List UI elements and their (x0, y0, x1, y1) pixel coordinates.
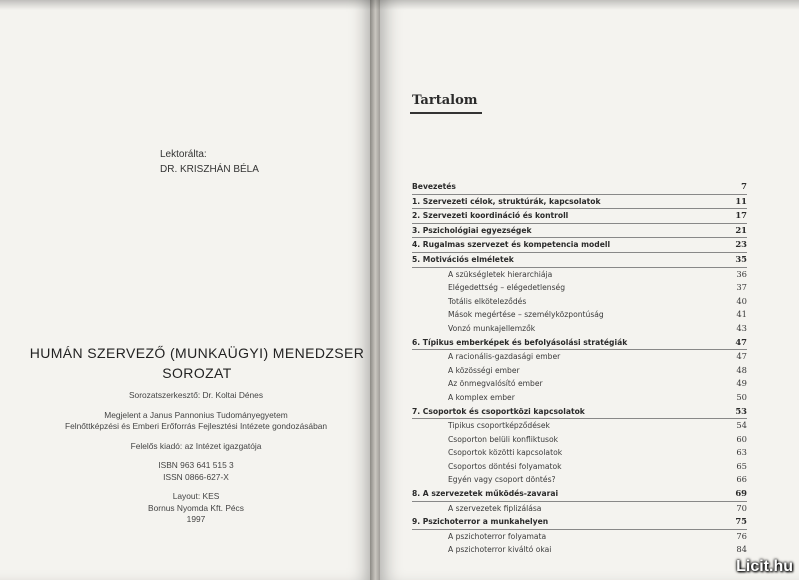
lektor-block (160, 147, 259, 177)
toc-title-underline (410, 112, 482, 114)
toc-section-row (412, 350, 747, 364)
toc-section-row (412, 502, 747, 516)
toc-chapter-row (412, 195, 747, 210)
toc-entry-label: 5. Motivációs elméletek (412, 254, 514, 264)
page-top-shadow (0, 0, 799, 10)
toc-page-number: 23 (735, 239, 747, 250)
toc-page-number: 54 (736, 420, 747, 431)
lektor-name: DR. KRISZHÁN BÉLA (160, 164, 259, 175)
series-title-line1: HUMÁN SZERVEZŐ (MUNKAÜGYI) MENEDZSER (29, 345, 365, 361)
toc-entry-label: A szükségletek hierarchiája (448, 269, 553, 279)
toc-page-number: 48 (736, 364, 747, 375)
toc-entry-label: Bevezetés (412, 182, 456, 191)
toc-page-number: 49 (736, 378, 747, 389)
toc-section-row (412, 446, 747, 460)
toc-chapter-row (412, 515, 747, 530)
toc-section-row (412, 419, 747, 433)
toc-section-row (412, 364, 747, 378)
toc-section-row (412, 377, 747, 391)
toc-entry-label: A pszichoterror folyamata (448, 531, 547, 541)
toc-section-row (412, 281, 747, 295)
imprint-gap (10, 402, 382, 410)
imprint-gap (10, 483, 382, 491)
toc-entry-label: 9. Pszichoterror a munkahelyen (412, 517, 549, 527)
toc-page-number: 43 (736, 322, 747, 333)
imprint-gap (10, 452, 382, 460)
imprint-line: Bornus Nyomda Kft. Pécs (148, 502, 244, 513)
toc-entry-label: Az önmegvalósító ember (448, 379, 543, 389)
toc-page-number: 66 (736, 474, 747, 485)
toc-page-number: 41 (736, 309, 747, 320)
toc-section-row (412, 322, 747, 336)
imprint-line: Sorozatszerkesztő: Dr. Koltai Dénes (128, 390, 264, 400)
toc-entry-label: Csoportos döntési folyamatok (448, 461, 562, 471)
toc-entry-label: A komplex ember (448, 392, 515, 402)
toc-chapter-row (412, 238, 747, 253)
toc-entry-label: 8. A szervezetek működés-zavarai (412, 489, 559, 499)
toc-entry-label: A pszichoterror kiváltó okai (448, 545, 552, 555)
toc-chapter-row (412, 405, 747, 420)
toc-page-number: 37 (736, 282, 747, 293)
table-of-contents (412, 180, 747, 557)
imprint-line: ISSN 0866-627-X (163, 471, 229, 482)
toc-page-number: 75 (735, 516, 747, 527)
toc-page-number: 11 (735, 195, 747, 206)
toc-section-row (412, 295, 747, 309)
toc-chapter-row (412, 487, 747, 502)
imprint-line: Layout: KES (172, 491, 220, 501)
toc-entry-label: 6. Típikus emberképek és befolyásolási stratégiák (412, 337, 628, 347)
toc-entry-label: Vonzó munkajellemzők (448, 323, 536, 333)
toc-page-number: 17 (735, 210, 747, 221)
toc-title: Tartalom (412, 93, 478, 108)
toc-page-number: 50 (736, 391, 747, 402)
toc-page-number: 35 (735, 253, 747, 264)
toc-entry-label: 4. Rugalmas szervezet és kompetencia modell (412, 240, 611, 250)
toc-section-row (412, 543, 747, 557)
toc-page-number: 69 (735, 488, 747, 499)
toc-page-number: 63 (736, 447, 747, 458)
toc-section-row (412, 268, 747, 282)
toc-page-number: 47 (736, 351, 747, 362)
toc-entry-label: Csoporton belüli konfliktusok (448, 434, 559, 444)
toc-page-number: 36 (736, 268, 747, 279)
toc-chapter-row (412, 336, 747, 351)
toc-page-number: 21 (735, 224, 747, 235)
imprint-line: Felnőttképzési és Emberi Erőforrás Fejlesztési Intézete gondozásában (64, 421, 328, 431)
toc-page-number: 84 (736, 544, 747, 555)
toc-entry-label: Mások megértése – személyközpontúság (448, 310, 604, 320)
series-title-line2: SOROZAT (162, 365, 232, 381)
toc-entry-label: 2. Szervezeti koordináció és kontroll (412, 211, 569, 221)
toc-section-row (412, 460, 747, 474)
imprint-line: Felelős kiadó: az Intézet igazgatója (130, 440, 262, 451)
toc-chapter-row (412, 253, 747, 268)
toc-section-row (412, 473, 747, 487)
toc-page-number: 40 (736, 295, 747, 306)
imprint-block (10, 390, 382, 526)
imprint-line: Megjelent a Janus Pannonius Tudományegyetem (104, 409, 288, 420)
toc-entry-label: Elégedettség – elégedetlenség (448, 283, 566, 293)
toc-page-number: 47 (735, 336, 747, 347)
toc-chapter-row (412, 224, 747, 239)
imprint-line: 1997 (186, 514, 206, 524)
toc-page-number: 76 (736, 530, 747, 541)
toc-chapter-row (412, 209, 747, 224)
toc-page-number: 60 (736, 433, 747, 444)
toc-section-row (412, 391, 747, 405)
toc-entry-label: Csoportok közötti kapcsolatok (448, 448, 563, 458)
toc-page-number: 65 (736, 460, 747, 471)
toc-entry-label: Totális elköteleződés (448, 296, 527, 306)
toc-entry-label: Egyén vagy csoport döntés? (448, 475, 556, 485)
toc-entry-label: A szervezetek fiplizálása (448, 503, 542, 513)
toc-section-row (412, 530, 747, 544)
toc-section-row (412, 433, 747, 447)
left-page (0, 0, 372, 580)
series-title (12, 343, 382, 383)
toc-entry-label: 1. Szervezeti célok, struktúrák, kapcsolatok (412, 196, 601, 206)
toc-page-number: 7 (741, 181, 747, 191)
watermark-logo: Licit.hu (736, 558, 793, 575)
lektor-label: Lektorálta: (160, 149, 207, 160)
toc-entry-label: 3. Pszichológiai egyezségek (412, 225, 532, 235)
toc-entry-label: A közösségi ember (448, 365, 520, 375)
imprint-line: ISBN 963 641 515 3 (158, 460, 234, 470)
toc-page-number: 53 (735, 405, 747, 416)
toc-chapter-row (412, 180, 747, 195)
toc-entry-label: A racionális-gazdasági ember (448, 352, 561, 362)
toc-entry-label: Tipikus csoportképződések (448, 421, 550, 431)
toc-entry-label: 7. Csoportok és csoportközi kapcsolatok (412, 406, 585, 416)
imprint-gap (10, 433, 382, 441)
toc-page-number: 70 (736, 502, 747, 513)
toc-section-row (412, 308, 747, 322)
